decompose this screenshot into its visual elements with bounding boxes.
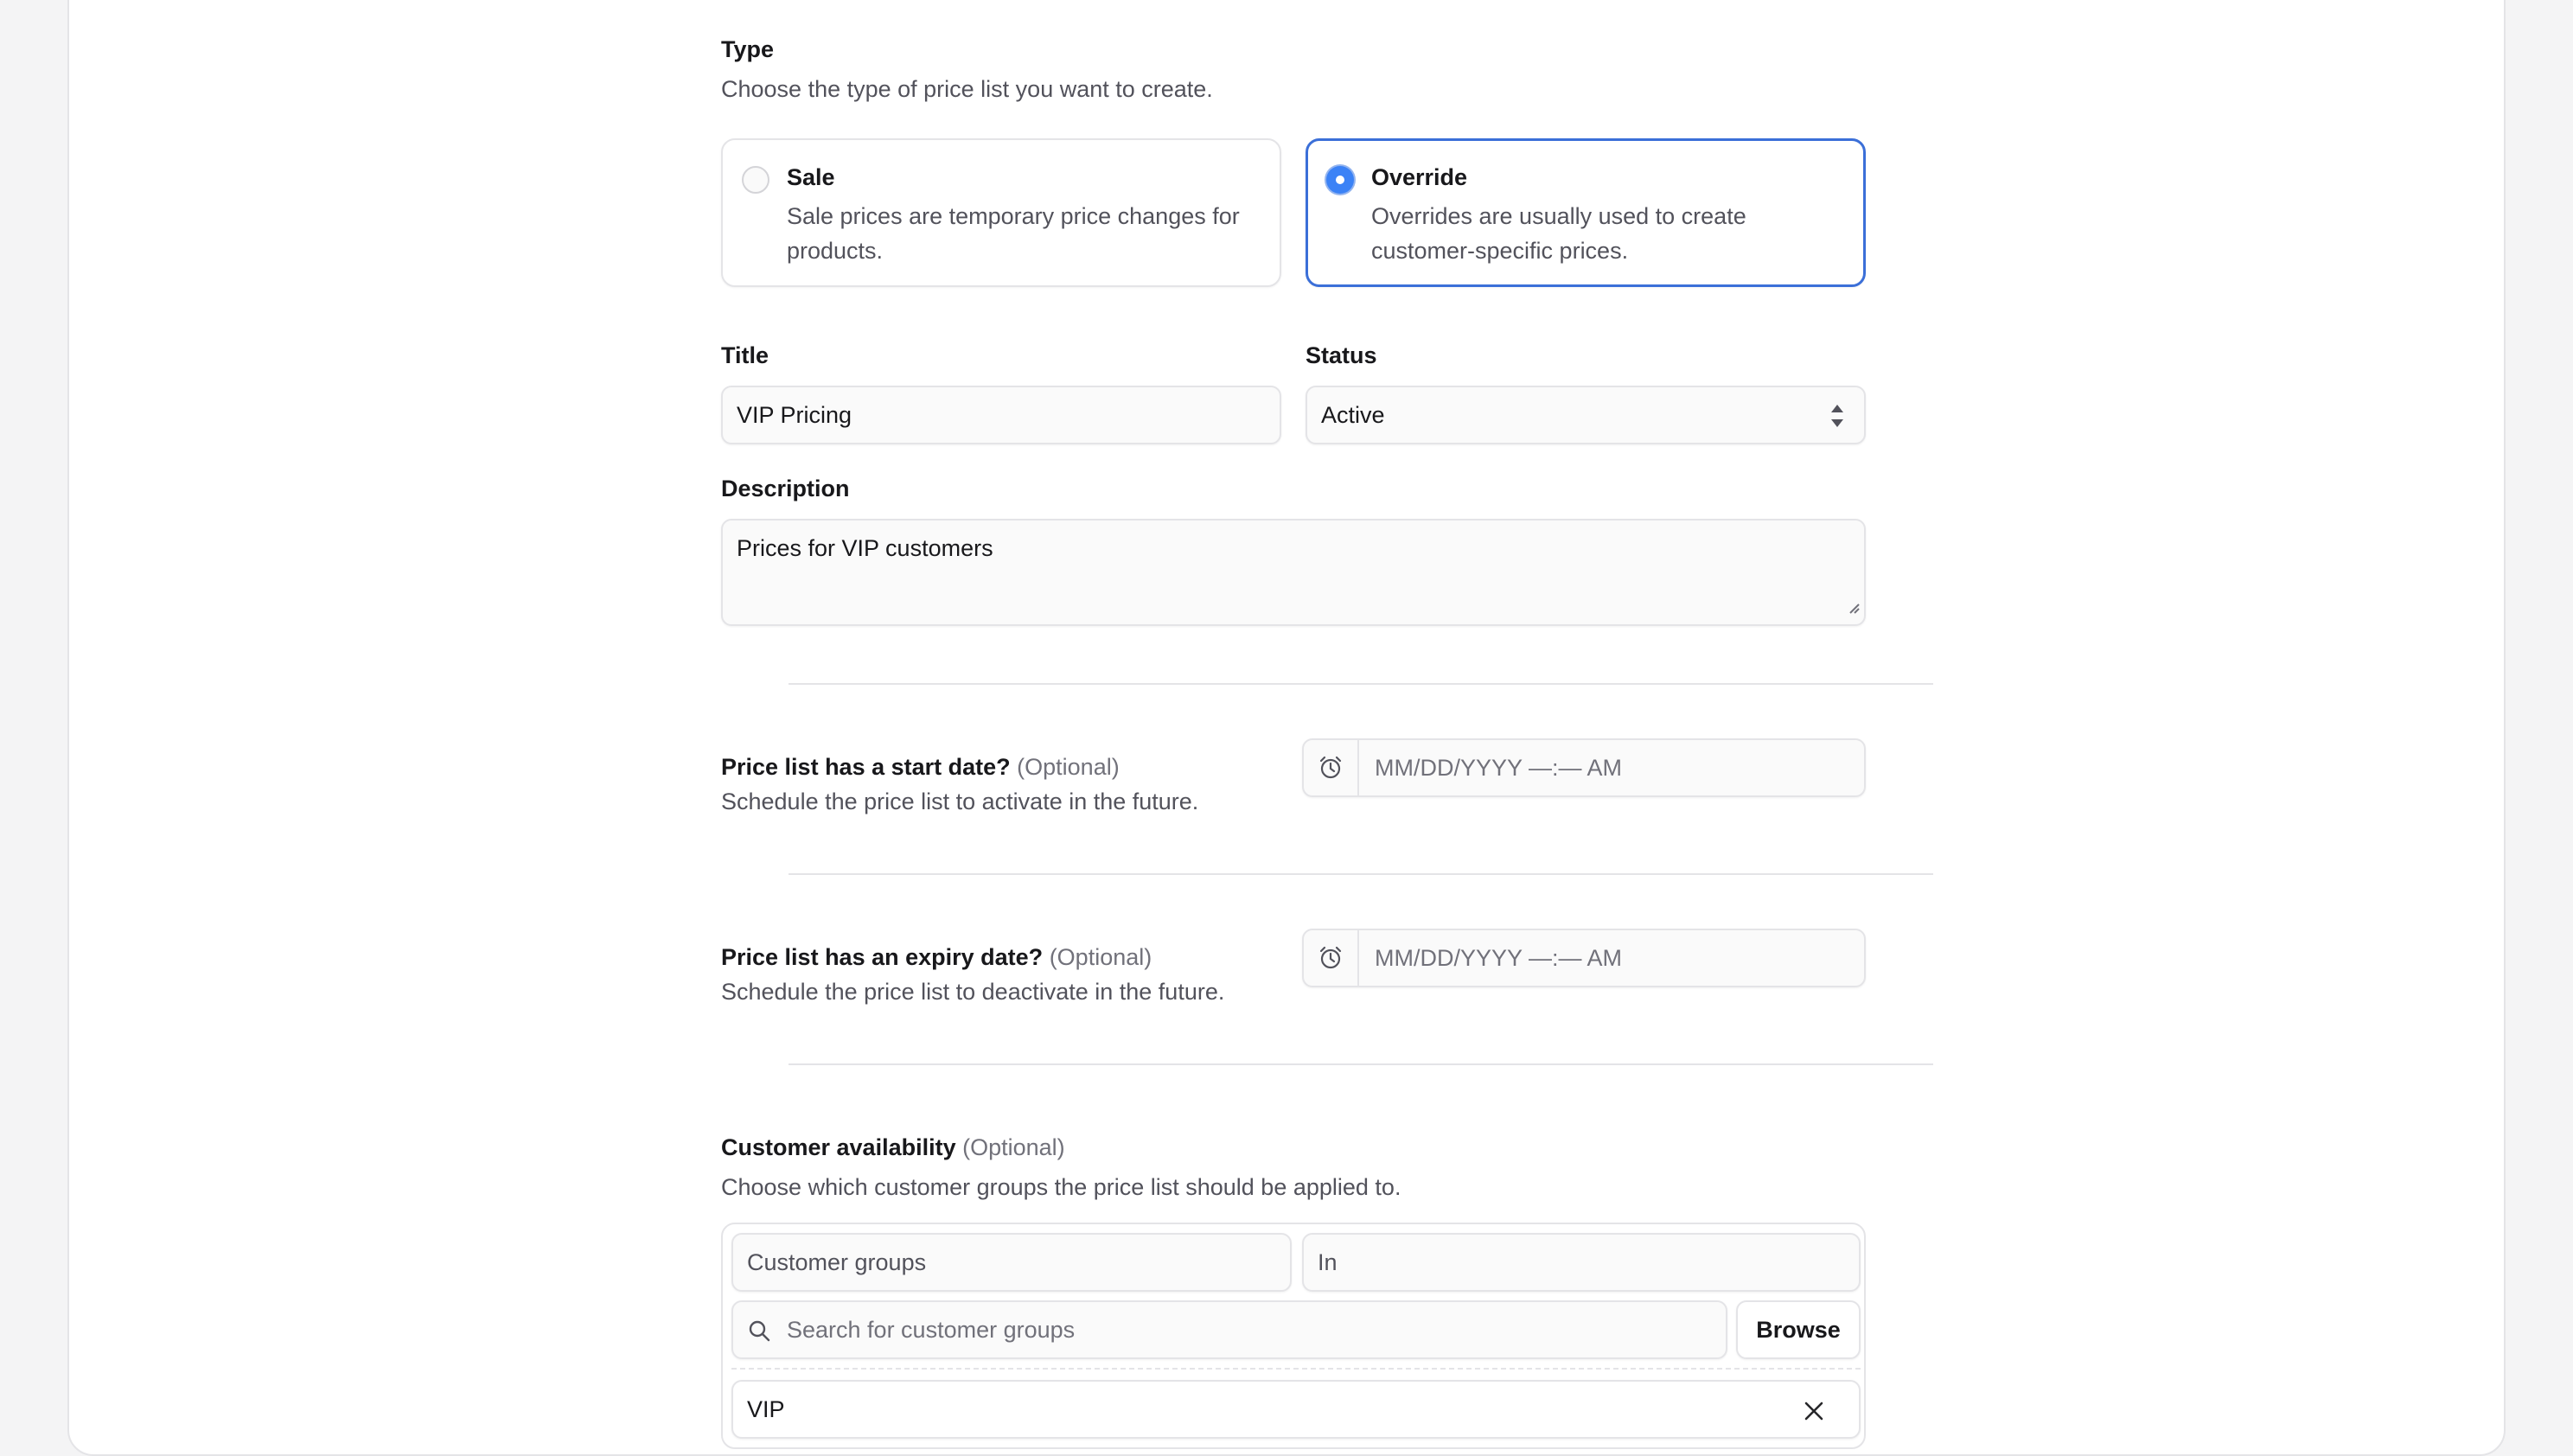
divider-3 <box>788 1063 1933 1065</box>
status-select-value: Active <box>1321 401 1385 428</box>
operator-select[interactable] <box>1302 1233 1861 1292</box>
divider-2 <box>788 873 1933 875</box>
rule-separator <box>731 1368 1861 1370</box>
radio-sale[interactable] <box>742 166 769 194</box>
expiry-date-label-text: Price list has an expiry date? <box>721 944 1044 970</box>
radio-card-override-description: Overrides are usually used to create customer-specific prices. <box>1371 203 1746 264</box>
radio-card-sale-title: Sale <box>787 164 835 190</box>
alarm-clock-icon <box>1304 930 1359 986</box>
description-field[interactable] <box>721 519 1866 626</box>
customer-availability-description: Choose which customer groups the price list should be applied to. <box>721 1174 1401 1200</box>
start-date-description: Schedule the price list to activate in the future. <box>721 789 1199 814</box>
expiry-date-placeholder: MM/DD/YYYY —:— AM <box>1375 944 1623 971</box>
status-label: Status <box>1306 342 1377 368</box>
start-date-optional: (Optional) <box>1017 754 1120 780</box>
expiry-date-label <box>721 944 1152 971</box>
title-field[interactable] <box>721 386 1281 444</box>
radio-card-sale[interactable] <box>721 138 1281 287</box>
radio-override[interactable] <box>1326 166 1354 194</box>
customer-availability-label-text: Customer availability <box>721 1134 956 1160</box>
resize-handle-icon[interactable] <box>1847 594 1861 621</box>
customer-group-search[interactable] <box>731 1300 1727 1359</box>
form-card <box>67 0 2506 1456</box>
start-date-label <box>721 754 1120 781</box>
attribute-select[interactable] <box>731 1233 1292 1292</box>
radio-card-override[interactable] <box>1306 138 1866 287</box>
description-textarea[interactable] <box>737 534 1835 614</box>
close-icon[interactable] <box>1804 1401 1824 1427</box>
status-select[interactable] <box>1306 386 1866 444</box>
browse-button[interactable]: Browse <box>1736 1300 1861 1359</box>
alarm-clock-icon <box>1304 740 1359 795</box>
description-label: Description <box>721 476 850 501</box>
type-label: Type <box>721 36 775 62</box>
title-label: Title <box>721 342 769 368</box>
start-date-label-text: Price list has a start date? <box>721 754 1011 780</box>
divider-1 <box>788 683 1933 685</box>
operator-select-value: In <box>1318 1248 1338 1275</box>
expiry-date-picker[interactable] <box>1302 929 1866 987</box>
expiry-date-description: Schedule the price list to deactivate in the future. <box>721 979 1225 1005</box>
type-description: Choose the type of price list you want to create. <box>721 76 1213 102</box>
radio-card-sale-description: Sale prices are temporary price changes for products. <box>787 203 1240 264</box>
customer-availability-label <box>721 1134 1065 1161</box>
search-icon <box>747 1319 771 1349</box>
updown-chevron-icon <box>1829 403 1845 435</box>
title-input[interactable] <box>737 387 1255 443</box>
selected-group-item <box>731 1380 1861 1439</box>
attribute-select-value: Customer groups <box>747 1248 927 1275</box>
customer-availability-optional: (Optional) <box>962 1134 1065 1160</box>
customer-group-search-input[interactable] <box>787 1302 1703 1357</box>
expiry-date-optional: (Optional) <box>1049 944 1152 970</box>
start-date-placeholder: MM/DD/YYYY —:— AM <box>1375 754 1623 781</box>
radio-card-override-title: Override <box>1371 164 1468 190</box>
selected-group-label: VIP <box>747 1395 785 1422</box>
customer-rule-box <box>721 1223 1866 1449</box>
start-date-picker[interactable] <box>1302 738 1866 797</box>
